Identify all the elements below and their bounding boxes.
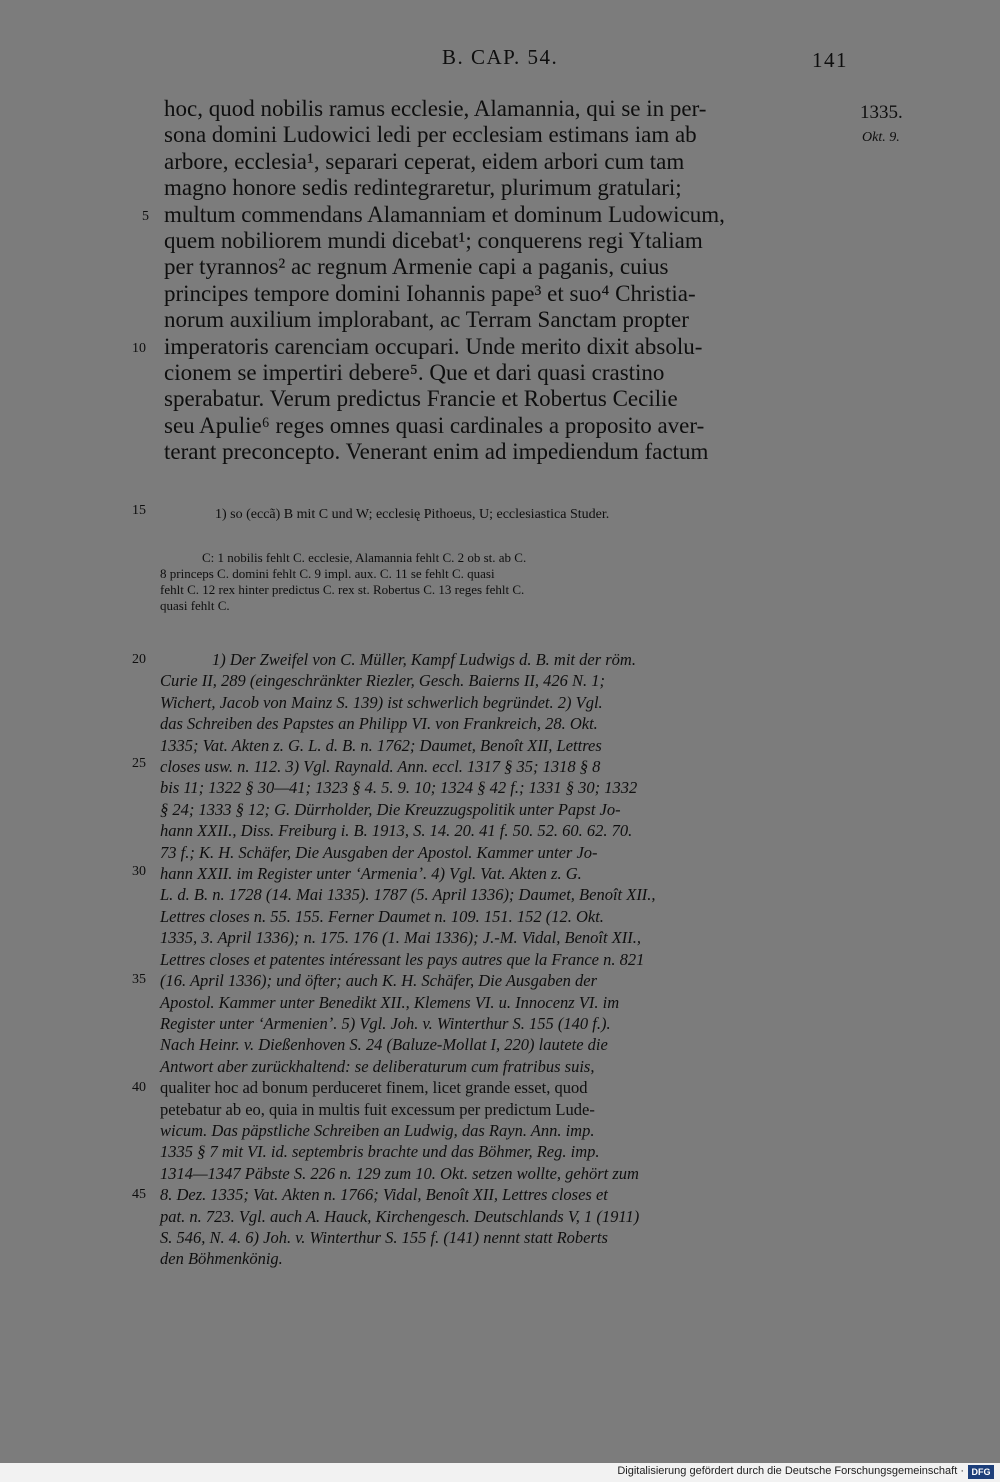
text-line: seu Apulie⁶ reges omnes quasi cardinales a proposito aver- [164,412,705,438]
line-number: 45 [132,1187,146,1202]
line-number: 5 [142,209,149,224]
margin-year: 1335. [860,102,903,123]
footnote-line: qualiter hoc ad bonum perduceret finem, licet grande esset, quod [160,1078,588,1098]
footnote-line: (16. April 1336); und öfter; auch K. H. Schäfer, Die Ausgaben der [160,971,598,991]
footnote-line: Wichert, Jacob von Mainz S. 139) ist schwerlich begründet. 2) Vgl. [160,692,603,712]
footnote-line: § 24; 1333 § 12; G. Dürrholder, Die Kreuzzugspolitik unter Papst Jo- [160,799,621,819]
footnote-line: Register unter ʻArmenienʼ. 5) Vgl. Joh. v. Winterthur S. 155 (140 f.). [160,1013,611,1033]
dfg-logo: DFG [968,1465,994,1479]
footnote-line: Nach Heinr. v. Dießenhoven S. 24 (Baluze-Mollat I, 220) lautete die [160,1035,608,1055]
variant-apparatus [160,550,526,614]
footnote-line: Antwort aber zurückhaltend: se deliberaturum cum fratribus suis, [160,1056,595,1076]
margin-date: Okt. 9. [862,130,900,145]
footnote-line: Curie II, 289 (eingeschränkter Riezler, Gesch. Baierns II, 426 N. 1; [160,671,605,691]
footnote-line: Lettres closes et patentes intéressant les pays autres que la France n. 821 [160,949,645,969]
text-line: arbore, ecclesia¹, separari ceperat, eidem arbori cum tam [164,148,685,174]
variant-line: quasi fehlt C. [160,598,230,613]
text-line: norum auxilium implorabant, ac Terram Sanctam propter [164,307,689,333]
line-number: 10 [132,341,146,356]
line-number: 25 [132,756,146,771]
footnote-line: hann XXII. im Register unter ʻArmeniaʼ. 4) Vgl. Vat. Akten z. G. [160,864,582,884]
text-line: multum commendans Alamanniam et dominum Ludowicum, [164,201,725,227]
textual-note: 1) so (eccã) B mit C und W; ecclesię Pithoeus, U; ecclesiastica Studer. [215,507,610,522]
variant-line: C: 1 nobilis fehlt C. ecclesie, Alamannia fehlt C. 2 ob st. ab C. [202,550,527,565]
variant-line: fehlt C. 12 rex hinter predictus C. rex st. Robertus C. 13 reges fehlt C. [160,582,525,597]
footnote-line: bis 11; 1322 § 30—41; 1323 § 4. 5. 9. 10; 1324 § 42 f.; 1331 § 30; 1332 [160,778,638,798]
footnote-line: 8. Dez. 1335; Vat. Akten n. 1766; Vidal, Benoît XII, Lettres closes et [160,1185,608,1205]
line-number: 20 [132,652,146,667]
footnote-line: 1314—1347 Päbste S. 226 n. 129 zum 10. Okt. setzen wollte, gehört zum [160,1163,639,1183]
text-line: principes tempore domini Iohannis pape³ et suo⁴ Christia- [164,280,696,306]
footnote-line: 73 f.; K. H. Schäfer, Die Ausgaben der Apostol. Kammer unter Jo- [160,842,598,862]
page-number: 141 [812,48,848,72]
footer-bar [0,1463,1000,1482]
footnote-line: 1335 § 7 mit VI. id. septembris brachte und das Böhmer, Reg. imp. [160,1142,600,1162]
footer-credit: Digitalisierung gefördert durch die Deutsche Forschungsgemeinschaft · [617,1465,964,1477]
text-line: imperatoris carenciam occupari. Unde merito dixit absolu- [164,333,703,359]
line-number: 35 [132,972,146,987]
line-number: 15 [132,503,146,518]
text-line: quem nobiliorem mundi dicebat¹; conquerens regi Ytaliam [164,228,703,254]
footnote-line: 1) Der Zweifel von C. Müller, Kampf Ludwigs d. B. mit der röm. [212,650,636,669]
text-line: sona domini Ludowici ledi per ecclesiam estimans iam ab [164,122,697,148]
main-text [164,96,725,466]
running-title: B. CAP. 54. [442,45,559,69]
line-number: 40 [132,1080,146,1095]
footnote-line: hann XXII., Diss. Freiburg i. B. 1913, S. 14. 20. 41 f. 50. 52. 60. 62. 70. [160,821,633,841]
line-number: 30 [132,864,146,879]
footnote-line: 1335; Vat. Akten z. G. L. d. B. n. 1762; Daumet, Benoît XII, Lettres [160,735,602,755]
footnote-line: Lettres closes n. 55. 155. Ferner Daumet n. 109. 151. 152 (12. Okt. [160,906,604,926]
footnote-line: petebatur ab eo, quia in multis fuit excessum per predictum Lude- [160,1099,595,1119]
footnote-line: Apostol. Kammer unter Benedikt XII., Klemens VI. u. Innocenz VI. im [160,992,620,1012]
text-line: cionem se impertiri debere⁵. Que et dari quasi crastino [164,360,665,386]
footnote-line: 1335, 3. April 1336); n. 175. 176 (1. Mai 1336); J.-M. Vidal, Benoît XII., [160,928,642,948]
footnote-line: den Böhmenkönig. [160,1249,283,1269]
footnotes [160,649,656,1270]
text-line: hoc, quod nobilis ramus ecclesie, Alamannia, qui se in per- [164,96,707,121]
footnote-line: pat. n. 723. Vgl. auch A. Hauck, Kirchengesch. Deutschlands V, 1 (1911) [160,1206,640,1226]
text-line: sperabatur. Verum predictus Francie et Robertus Cecilie [164,386,678,412]
footnote-line: S. 546, N. 4. 6) Joh. v. Winterthur S. 155 f. (141) nennt statt Roberts [160,1227,608,1247]
variant-line: 8 princeps C. domini fehlt C. 9 impl. aux. C. 11 se fehlt C. quasi [160,566,495,581]
footnote-line: L. d. B. n. 1728 (14. Mai 1335). 1787 (5. April 1336); Daumet, Benoît XII., [160,885,656,905]
text-line: terant preconcepto. Venerant enim ad impediendum factum [164,439,709,465]
text-line: per tyrannos² ac regnum Armenie capi a paganis, cuius [164,254,669,280]
footnote-line: wicum. Das päpstliche Schreiben an Ludwig, das Rayn. Ann. imp. [160,1120,595,1140]
footnote-line: das Schreiben des Papstes an Philipp VI. von Frankreich, 28. Okt. [160,714,598,734]
text-line: magno honore sedis redintegraretur, plurimum gratulari; [164,175,682,201]
footnote-line: closes usw. n. 112. 3) Vgl. Raynald. Ann. eccl. 1317 § 35; 1318 § 8 [160,757,601,777]
